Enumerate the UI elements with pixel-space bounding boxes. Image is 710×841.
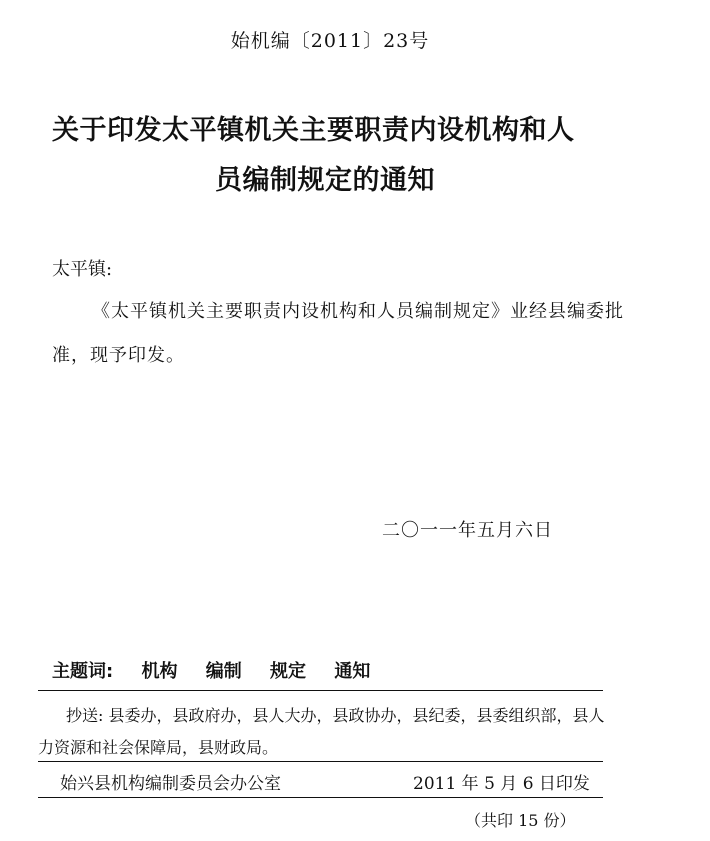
divider-line [38,761,603,762]
addressee: 太平镇: [52,259,113,280]
issuing-office: 始兴县机构编制委员会办公室 [60,774,281,794]
keywords-label: 主题词: [52,661,114,682]
body-paragraph: 《太平镇机关主要职责内设机构和人员编制规定》业经县编委批准，现予印发。 [52,301,624,366]
document-number: 始机编〔2011〕23号 [230,30,430,52]
keyword: 机构 [141,661,178,682]
keyword: 规定 [270,661,307,682]
divider-line [38,690,603,691]
print-date: 2011 年 5 月 6 日印发 [413,774,590,794]
print-copies: （共印 15 份） [465,811,576,830]
keyword: 编制 [205,661,242,682]
keyword: 通知 [334,661,371,682]
issue-date: 二〇一一年五月六日 [382,520,553,541]
document-title-line-1: 关于印发太平镇机关主要职责内设机构和人 [52,115,575,146]
divider-line [38,797,603,798]
cc-distribution: 抄送: 县委办，县政府办，县人大办，县政协办，县纪委，县委组织部，县人力资源和社会保障局，县财政局。 [38,706,605,757]
keywords-line [52,657,370,683]
document-title-line-2: 员编制规定的通知 [215,165,435,196]
